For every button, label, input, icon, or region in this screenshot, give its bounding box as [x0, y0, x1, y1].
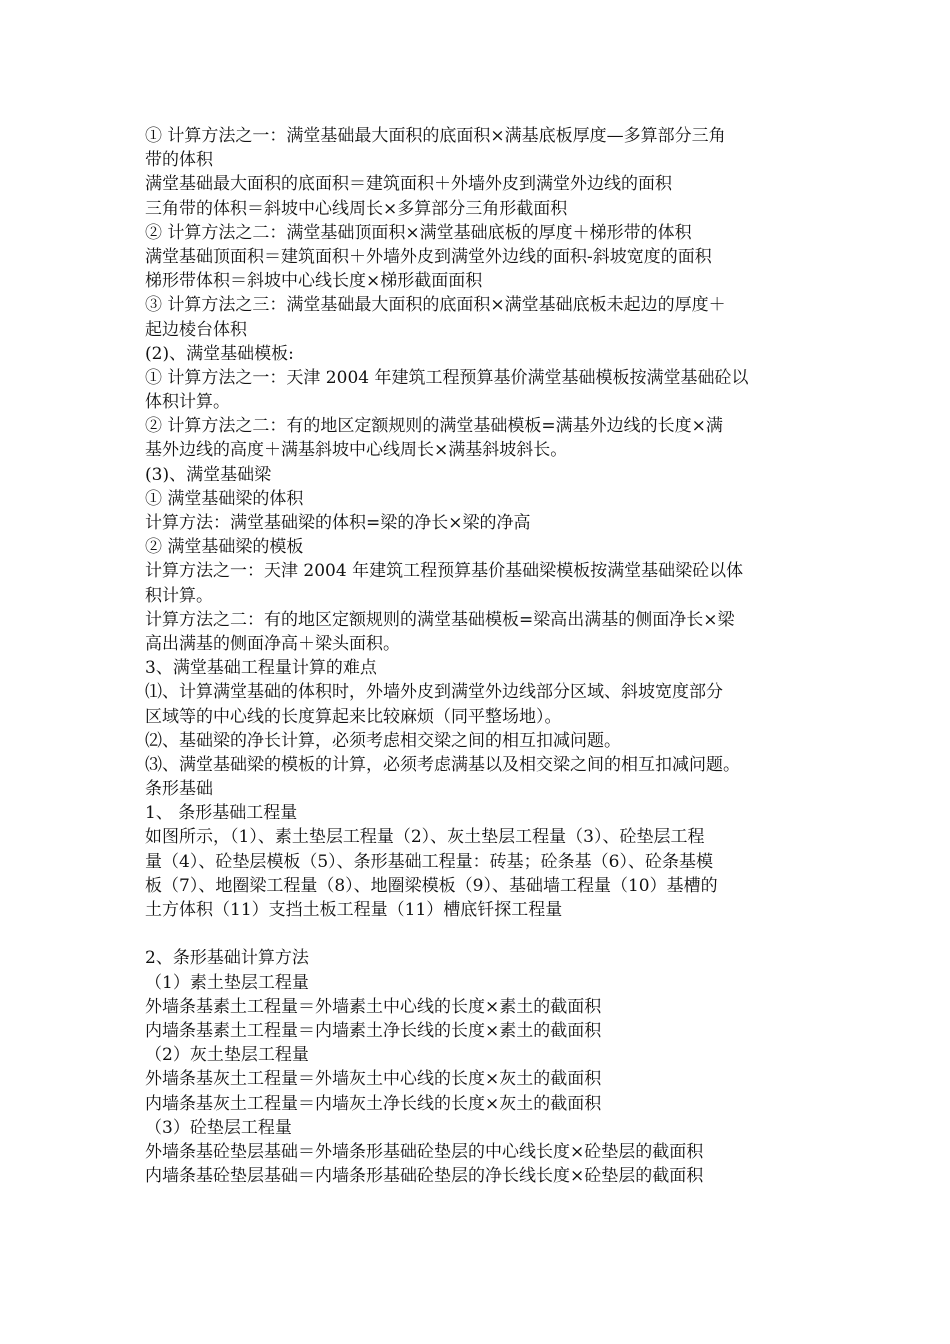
text-line: 如图所示，（1）、素土垫层工程量（2）、灰土垫层工程量（3）、砼垫层工程 — [145, 827, 705, 848]
text-line: 外墙条基灰土工程量＝外墙灰土中心线的长度×灰土的截面积 — [145, 1069, 602, 1090]
text-line: 计算方法：满堂基础梁的体积=梁的净长×梁的净高 — [145, 513, 531, 533]
text-line: ② 计算方法之二：满堂基础顶面积×满堂基础底板的厚度＋梯形带的体积 — [145, 222, 692, 243]
text-line: ⑶、满堂基础梁的模板的计算，必须考虑满基以及相交梁之间的相互扣减问题。 — [145, 754, 740, 775]
text-line: ② 满堂基础梁的模板 — [145, 537, 304, 558]
text-line: 满堂基础顶面积＝建筑面积＋外墙外皮到满堂外边线的面积-斜坡宽度的面积 — [145, 246, 712, 267]
section-heading: 2、条形基础计算方法 — [145, 948, 309, 969]
text-line: 区域等的中心线的长度算起来比较麻烦（同平整场地）。 — [145, 706, 562, 727]
text-line: 体积计算。 — [145, 392, 230, 413]
text-line: 带的体积 — [145, 150, 213, 171]
text-line: 高出满基的侧面净高＋梁头面积。 — [145, 633, 400, 654]
text-line: 积计算。 — [145, 585, 213, 606]
section-heading: 3、满堂基础工程量计算的难点 — [145, 658, 377, 679]
text-line: 梯形带体积＝斜坡中心线长度×梯形截面面积 — [145, 271, 483, 292]
blank-line — [145, 922, 810, 946]
text-line: 内墙条基砼垫层基础＝内墙条形基础砼垫层的净长线长度×砼垫层的截面积 — [145, 1166, 704, 1187]
text-line: 量（4）、砼垫层模板（5）、条形基础工程量：砖基；砼条基（6）、砼条基模 — [145, 851, 713, 872]
text-line: 计算方法之二：有的地区定额规则的满堂基础模板=梁高出满基的侧面净长×梁 — [145, 609, 735, 630]
text-line: ⑴、计算满堂基础的体积时，外墙外皮到满堂外边线部分区域、斜坡宽度部分 — [145, 682, 723, 703]
section-heading: (3)、满堂基础梁 — [145, 464, 272, 485]
text-line: 内墙条基素土工程量＝内墙素土净长线的长度×素土的截面积 — [145, 1020, 602, 1041]
text-line: ① 计算方法之一：满堂基础最大面积的底面积×满基底板厚度—多算部分三角 — [145, 126, 726, 146]
section-heading: 1、 条形基础工程量 — [145, 803, 298, 824]
subsection-heading: （2）灰土垫层工程量 — [145, 1045, 309, 1066]
text-line: 土方体积（11）支挡土板工程量（11）槽底钎探工程量 — [145, 900, 563, 920]
text-line: 满堂基础最大面积的底面积＝建筑面积＋外墙外皮到满堂外边线的面积 — [145, 174, 672, 195]
text-line: 三角带的体积＝斜坡中心线周长×多算部分三角形截面积 — [145, 198, 568, 219]
section-heading: 条形基础 — [145, 779, 213, 800]
text-line: ① 满堂基础梁的体积 — [145, 488, 304, 509]
text-line: ② 计算方法之二：有的地区定额规则的满堂基础模板=满基外边线的长度×满 — [145, 416, 723, 437]
text-line: 计算方法之一：天津 2004 年建筑工程预算基价基础梁模板按满堂基础梁砼以体 — [145, 561, 744, 582]
subsection-heading: （3）砼垫层工程量 — [145, 1117, 292, 1138]
text-line: 外墙条基素土工程量＝外墙素土中心线的长度×素土的截面积 — [145, 996, 602, 1017]
text-line: 板（7）、地圈梁工程量（8）、地圈梁模板（9）、基础墙工程量（10）基槽的 — [145, 875, 718, 896]
text-line: ③ 计算方法之三：满堂基础最大面积的底面积×满堂基础底板未起边的厚度＋ — [145, 295, 726, 316]
section-heading: (2)、满堂基础模板: — [145, 343, 294, 364]
text-line: 基外边线的高度＋满基斜坡中心线周长×满基斜坡斜长。 — [145, 440, 568, 461]
text-line: 外墙条基砼垫层基础＝外墙条形基础砼垫层的中心线长度×砼垫层的截面积 — [145, 1141, 704, 1162]
text-line: ⑵、基础梁的净长计算，必须考虑相交梁之间的相互扣减问题。 — [145, 730, 621, 751]
subsection-heading: （1）素土垫层工程量 — [145, 972, 309, 993]
document-body — [145, 124, 810, 1188]
text-line: 起边棱台体积 — [145, 319, 247, 340]
text-line: 内墙条基灰土工程量＝内墙灰土净长线的长度×灰土的截面积 — [145, 1093, 602, 1114]
text-line: ① 计算方法之一：天津 2004 年建筑工程预算基价满堂基础模板按满堂基础砼以 — [145, 367, 749, 388]
